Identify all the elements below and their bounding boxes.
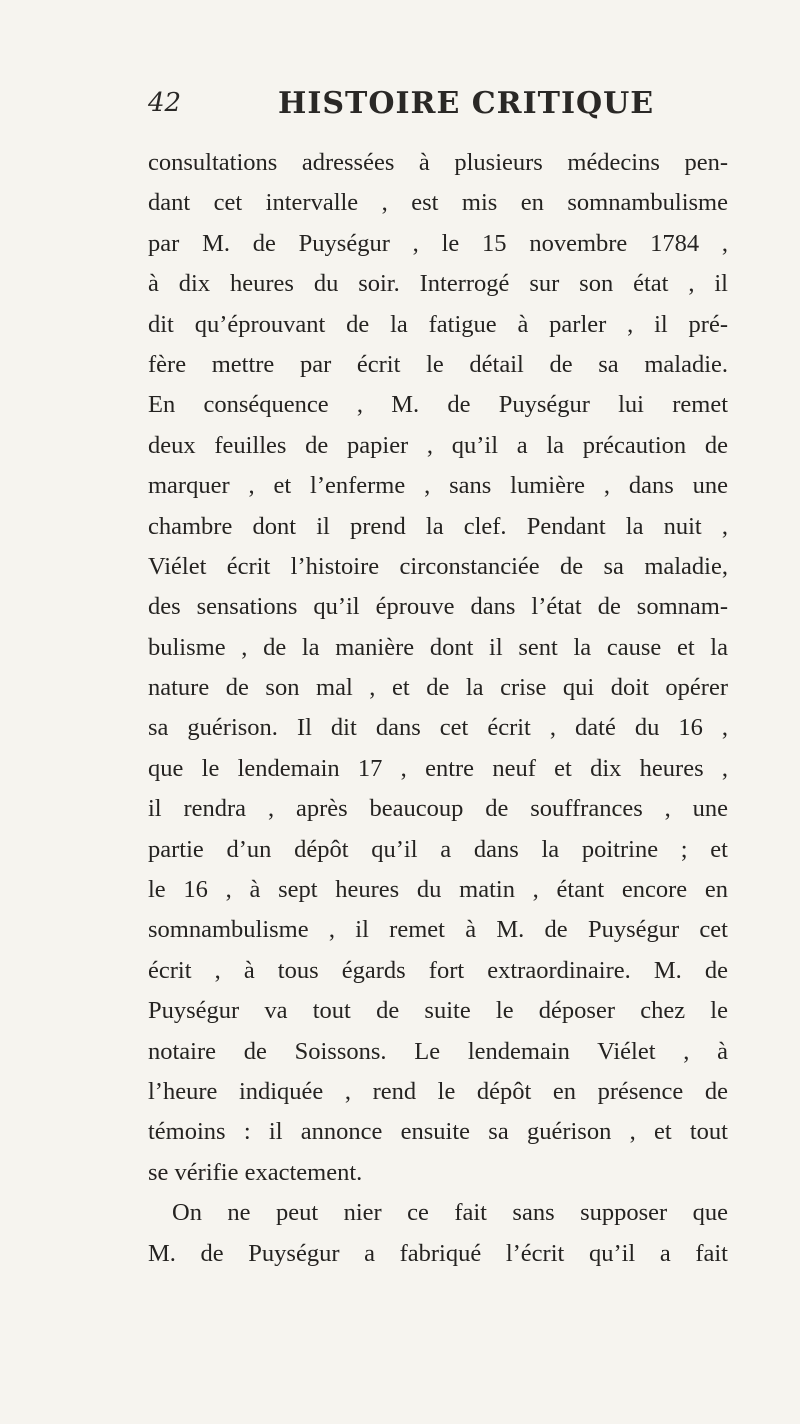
text-line: il rendra , après beaucoup de souffrances , une [148, 795, 728, 823]
text-line: bulisme , de la manière dont il sent la cause et la [148, 633, 728, 661]
text-line: témoins : il annonce ensuite sa guérison , et tout [148, 1118, 728, 1146]
text-line: dant cet intervalle , est mis en somnambulisme [148, 189, 728, 217]
text-line: marquer , et l’enferme , sans lumière , dans une [148, 472, 728, 500]
text-line: M. de Puységur a fabriqué l’écrit qu’il a fait [148, 1239, 728, 1267]
text-line: deux feuilles de papier , qu’il a la précaution de [148, 431, 728, 459]
text-line: que le lendemain 17 , entre neuf et dix heures , [148, 754, 728, 782]
text-line: par M. de Puységur , le 15 novembre 1784 , [148, 229, 728, 257]
text-line: se vérifie exactement. [148, 1158, 363, 1186]
text-line: chambre dont il prend la clef. Pendant la nuit , [148, 512, 728, 540]
text-line: On ne peut nier ce fait sans supposer que [172, 1199, 728, 1227]
body-text [148, 143, 728, 1274]
text-line: à dix heures du soir. Interrogé sur son état , il [148, 270, 728, 298]
text-line: fère mettre par écrit le détail de sa maladie. [148, 350, 728, 378]
text-line: consultations adressées à plusieurs médecins pen- [148, 149, 728, 176]
text-line: Viélet écrit l’histoire circonstanciée de sa maladie, [148, 552, 728, 580]
text-line: sa guérison. Il dit dans cet écrit , daté du 16 , [148, 714, 728, 742]
text-line: somnambulisme , il remet à M. de Puységur cet [148, 916, 728, 944]
running-title: HISTOIRE CRITIQUE [278, 86, 655, 121]
text-line: l’heure indiquée , rend le dépôt en présence de [148, 1077, 728, 1105]
running-head [148, 86, 728, 126]
text-line: notaire de Soissons. Le lendemain Viélet , à [148, 1037, 728, 1065]
page-number: 42 [148, 88, 182, 118]
text-line: le 16 , à sept heures du matin , étant encore en [148, 876, 728, 904]
text-line: partie d’un dépôt qu’il a dans la poitrine ; et [148, 835, 728, 863]
text-line: En conséquence , M. de Puységur lui remet [148, 391, 728, 419]
text-line: nature de son mal , et de la crise qui doit opérer [148, 674, 728, 702]
text-line: dit qu’éprouvant de la fatigue à parler , il pré- [148, 310, 728, 338]
text-line: écrit , à tous égards fort extraordinaire. M. de [148, 956, 728, 984]
text-line: Puységur va tout de suite le déposer chez le [148, 997, 728, 1025]
text-line: des sensations qu’il éprouve dans l’état de somnam- [148, 593, 728, 621]
